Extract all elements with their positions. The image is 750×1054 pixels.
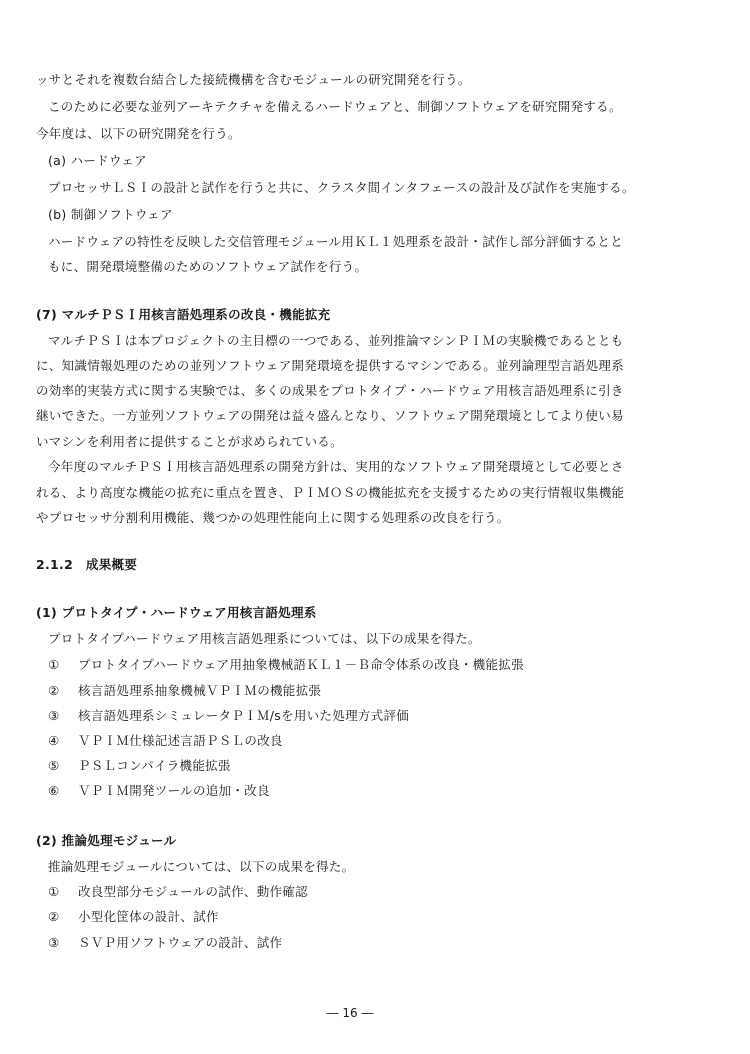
section-7-line-2: に、知識情報処理のための並列ソフトウェア開発環境を提供するマシンである。並列論理型言語処理系 xyxy=(36,358,624,373)
list-item-marker: ⑥ xyxy=(48,783,60,798)
list-item-marker: ④ xyxy=(48,733,60,748)
list-item-marker: ③ xyxy=(48,708,60,723)
sub-1-intro: プロトタイプハードウェア用核言語処理系については、以下の成果を得た。 xyxy=(48,631,481,646)
list-item-text: 改良型部分モジュールの試作、動作確認 xyxy=(78,884,308,899)
list-item-text: ＰＳＬコンパイラ機能拡張 xyxy=(78,758,231,773)
list-item-text: ＳＶＰ用ソフトウェアの設計、試作 xyxy=(78,935,283,950)
section-7-heading: (7) マルチＰＳＩ用核言語処理系の改良・機能拡充 xyxy=(36,307,331,322)
software-line-1: ハードウェアの特性を反映した交信管理モジュール用ＫＬ１処理系を設計・試作し部分評価するとと xyxy=(48,234,624,249)
hardware-label: (a) ハードウェア xyxy=(48,153,147,168)
section-7-line-3: の効率的実装方式に関する実験では、多くの成果をプロトタイプ・ハードウェア用核言語処理系に引き xyxy=(36,383,624,398)
list-item-text: ＶＰＩＭ開発ツールの追加・改良 xyxy=(78,783,270,798)
sub-1-heading: (1) プロトタイプ・ハードウェア用核言語処理系 xyxy=(36,605,317,620)
list-item-text: 小型化筐体の設計、試作 xyxy=(78,909,219,924)
section-7-line-8: やプロセッサ分割利用機能、幾つかの処理性能向上に関する処理系の改良を行う。 xyxy=(36,510,510,525)
section-7-line-1: マルチＰＳＩは本プロジェクトの主目標の一つである、並列推論マシンＰＩＭの実験機であるととも xyxy=(48,333,624,348)
section-7-line-5: いマシンを利用者に提供することが求められている。 xyxy=(36,434,343,449)
intro-line-1: ッサとそれを複数台結合した接続機構を含むモジュールの研究開発を行う。 xyxy=(36,72,471,87)
hardware-text: プロセッサＬＳＩの設計と試作を行うと共に、クラスタ間インタフェースの設計及び試作を実施する。 xyxy=(48,180,635,195)
intro-line-3: 今年度は、以下の研究開発を行う。 xyxy=(36,126,241,141)
list-item-text: 核言語処理系シミュレータＰＩＭ/sを用いた処理方式評価 xyxy=(78,708,410,723)
section-7-line-4: 継いできた。一方並列ソフトウェアの開発は益々盛んとなり、ソフトウェア開発環境としてより使い易 xyxy=(36,408,624,423)
sub-2-intro: 推論処理モジュールについては、以下の成果を得た。 xyxy=(48,859,355,874)
list-item-marker: ① xyxy=(48,657,60,672)
list-item-text: プロトタイプハードウェア用抽象機械語ＫＬ１－Ｂ命令体系の改良・機能拡張 xyxy=(78,657,524,672)
list-item-text: 核言語処理系抽象機械ＶＰＩＭの機能拡張 xyxy=(78,683,322,698)
intro-line-2: このために必要な並列アーキテクチャを備えるハードウェアと、制御ソフトウェアを研究開発する。 xyxy=(48,99,622,114)
section-7-line-6: 今年度のマルチＰＳＩ用核言語処理系の開発方針は、実用的なソフトウェア開発環境として必要とさ xyxy=(48,459,624,474)
section-7-line-7: れる、より高度な機能の拡充に重点を置き、ＰＩＭＯＳの機能拡充を支援するための実行情報収集機能 xyxy=(36,485,625,500)
list-item-marker: ③ xyxy=(48,935,60,950)
software-line-2: もに、開発環境整備のためのソフトウェア試作を行う。 xyxy=(48,259,368,274)
list-item-text: ＶＰＩＭ仕様記述言語ＰＳＬの改良 xyxy=(78,733,283,748)
section-2-1-2-heading: 2.1.2 成果概要 xyxy=(36,557,138,572)
list-item-marker: ⑤ xyxy=(48,758,60,773)
list-item-marker: ② xyxy=(48,909,60,924)
list-item-marker: ① xyxy=(48,884,60,899)
sub-2-heading: (2) 推論処理モジュール xyxy=(36,833,177,848)
list-item-marker: ② xyxy=(48,683,60,698)
software-label: (b) 制御ソフトウェア xyxy=(48,207,173,222)
page-number: ― 16 ― xyxy=(326,1006,374,1020)
